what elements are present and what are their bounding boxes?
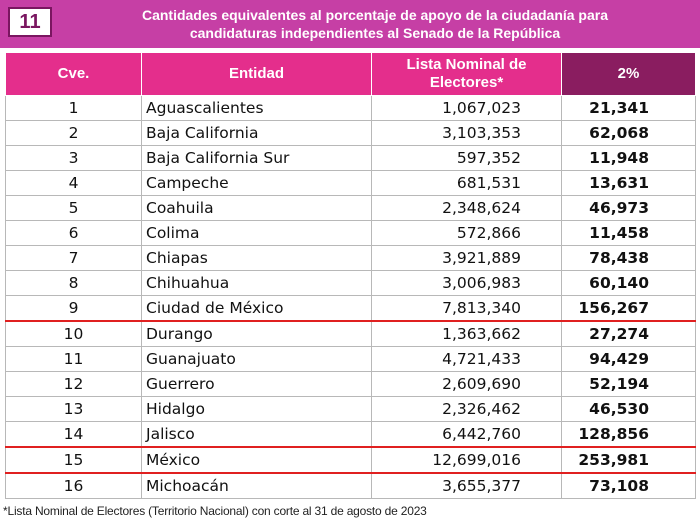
cell-entidad: Ciudad de México <box>142 296 372 322</box>
cell-cve: 13 <box>6 397 142 422</box>
cell-entidad: Colima <box>142 221 372 246</box>
data-table <box>5 52 696 499</box>
cell-entidad: Campeche <box>142 171 372 196</box>
table-row <box>6 447 696 473</box>
cell-cve: 1 <box>6 96 142 121</box>
cell-pct: 11,948 <box>562 146 696 171</box>
col-header-lista-line2: Electores* <box>429 74 504 91</box>
cell-cve: 9 <box>6 296 142 322</box>
table-row <box>6 171 696 196</box>
cell-cve: 7 <box>6 246 142 271</box>
table-row <box>6 321 696 347</box>
cell-entidad: Guerrero <box>142 372 372 397</box>
header-bar <box>0 0 700 48</box>
cell-cve: 14 <box>6 422 142 448</box>
title-line-1: Cantidades equivalentes al porcentaje de apoyo de la ciudadanía para <box>141 7 609 23</box>
col-header-cve: Cve. <box>6 53 142 96</box>
cell-lista: 12,699,016 <box>372 447 562 473</box>
cell-cve: 5 <box>6 196 142 221</box>
table-body <box>6 96 696 499</box>
cell-lista: 6,442,760 <box>372 422 562 448</box>
table-number-badge: 11 <box>8 7 52 37</box>
cell-pct: 11,458 <box>562 221 696 246</box>
cell-lista: 1,363,662 <box>372 321 562 347</box>
cell-entidad: Durango <box>142 321 372 347</box>
cell-cve: 3 <box>6 146 142 171</box>
cell-cve: 8 <box>6 271 142 296</box>
cell-entidad: Hidalgo <box>142 397 372 422</box>
cell-pct: 46,530 <box>562 397 696 422</box>
table-row <box>6 196 696 221</box>
cell-entidad: Baja California <box>142 121 372 146</box>
cell-entidad: Chihuahua <box>142 271 372 296</box>
cell-pct: 62,068 <box>562 121 696 146</box>
table-row <box>6 121 696 146</box>
table-row <box>6 422 696 448</box>
cell-cve: 10 <box>6 321 142 347</box>
table-title <box>80 6 670 42</box>
table-row <box>6 246 696 271</box>
col-header-entidad: Entidad <box>142 53 372 96</box>
col-header-lista <box>372 53 562 96</box>
table-row <box>6 96 696 121</box>
cell-lista: 3,103,353 <box>372 121 562 146</box>
cell-cve: 15 <box>6 447 142 473</box>
title-line-2: candidaturas independientes al Senado de la República <box>189 25 561 41</box>
cell-pct: 52,194 <box>562 372 696 397</box>
cell-cve: 4 <box>6 171 142 196</box>
cell-lista: 3,921,889 <box>372 246 562 271</box>
cell-entidad: Jalisco <box>142 422 372 448</box>
cell-pct: 253,981 <box>562 447 696 473</box>
table-row <box>6 347 696 372</box>
cell-pct: 27,274 <box>562 321 696 347</box>
cell-entidad: México <box>142 447 372 473</box>
cell-lista: 7,813,340 <box>372 296 562 322</box>
cell-lista: 2,326,462 <box>372 397 562 422</box>
cell-pct: 128,856 <box>562 422 696 448</box>
cell-lista: 1,067,023 <box>372 96 562 121</box>
cell-lista: 3,655,377 <box>372 473 562 499</box>
cell-entidad: Guanajuato <box>142 347 372 372</box>
table-row <box>6 473 696 499</box>
cell-lista: 3,006,983 <box>372 271 562 296</box>
table-row <box>6 146 696 171</box>
cell-lista: 4,721,433 <box>372 347 562 372</box>
cell-pct: 73,108 <box>562 473 696 499</box>
cell-lista: 681,531 <box>372 171 562 196</box>
cell-lista: 2,348,624 <box>372 196 562 221</box>
table-row <box>6 271 696 296</box>
cell-cve: 11 <box>6 347 142 372</box>
cell-pct: 60,140 <box>562 271 696 296</box>
table-row <box>6 372 696 397</box>
table-row <box>6 221 696 246</box>
cell-entidad: Aguascalientes <box>142 96 372 121</box>
cell-cve: 16 <box>6 473 142 499</box>
cell-entidad: Chiapas <box>142 246 372 271</box>
table-header-row <box>6 53 696 96</box>
table-row <box>6 397 696 422</box>
cell-cve: 2 <box>6 121 142 146</box>
cell-pct: 13,631 <box>562 171 696 196</box>
cell-entidad: Coahuila <box>142 196 372 221</box>
cell-pct: 21,341 <box>562 96 696 121</box>
cell-pct: 156,267 <box>562 296 696 322</box>
cell-cve: 6 <box>6 221 142 246</box>
cell-entidad: Baja California Sur <box>142 146 372 171</box>
cell-pct: 94,429 <box>562 347 696 372</box>
cell-cve: 12 <box>6 372 142 397</box>
col-header-lista-line1: Lista Nominal de <box>406 56 527 73</box>
footnote: *Lista Nominal de Electores (Territorio Nacional) con corte al 31 de agosto de 2023 <box>3 504 427 518</box>
cell-pct: 46,973 <box>562 196 696 221</box>
cell-lista: 597,352 <box>372 146 562 171</box>
cell-pct: 78,438 <box>562 246 696 271</box>
table-row <box>6 296 696 322</box>
cell-lista: 2,609,690 <box>372 372 562 397</box>
cell-entidad: Michoacán <box>142 473 372 499</box>
col-header-pct: 2% <box>562 53 696 96</box>
cell-lista: 572,866 <box>372 221 562 246</box>
